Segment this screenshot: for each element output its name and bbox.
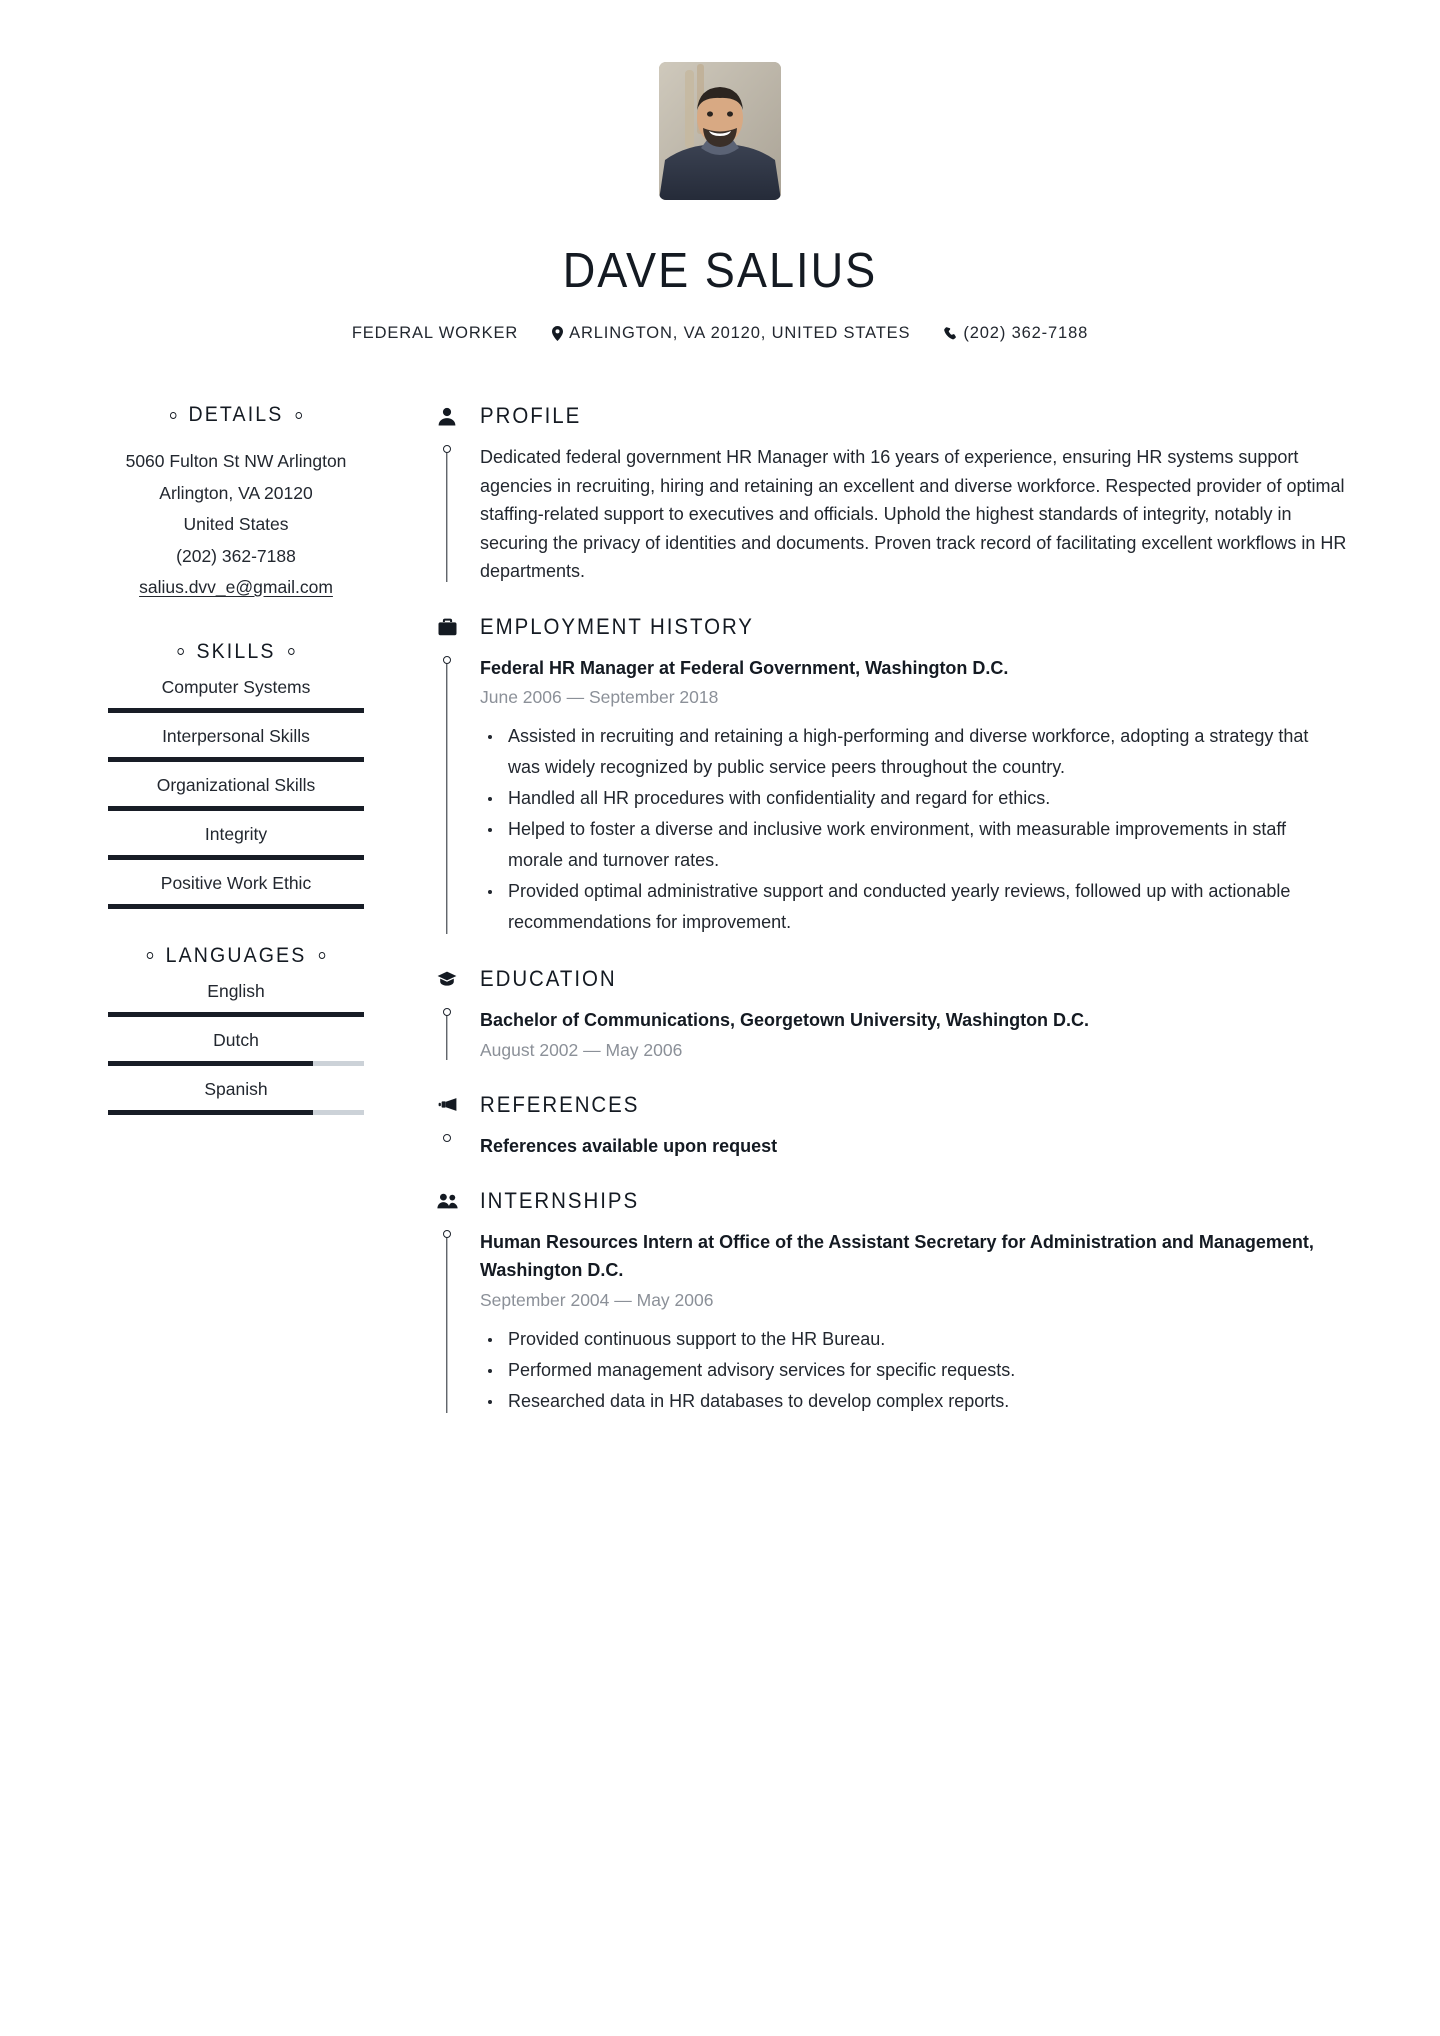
references-heading xyxy=(436,1092,1358,1118)
profile-heading xyxy=(436,403,1358,429)
timeline-rail xyxy=(436,1006,458,1064)
language-label: Spanish xyxy=(204,1078,268,1099)
skill-label: Computer Systems xyxy=(161,676,311,697)
list-item: Provided continuous support to the HR Bureau. xyxy=(480,1324,1335,1355)
references-text: References available upon request xyxy=(480,1135,778,1156)
main-column xyxy=(364,403,1358,1417)
skills-heading xyxy=(117,640,355,664)
references-entry xyxy=(436,1132,1358,1160)
employment-bullets xyxy=(480,721,1358,938)
details-heading-label: DETAILS xyxy=(188,403,284,426)
avatar-photo-icon xyxy=(659,62,781,200)
skill-meter-fill xyxy=(108,904,364,909)
skill-label: Organizational Skills xyxy=(156,774,316,795)
skill-item xyxy=(108,724,364,762)
internship-bullets xyxy=(480,1324,1358,1417)
circle-left-icon xyxy=(170,412,177,419)
education-title: Bachelor of Communications, Georgetown University, Washington D.C. xyxy=(480,1010,1090,1030)
list-item: Researched data in HR databases to develop complex reports. xyxy=(480,1386,1335,1417)
internship-entry-body xyxy=(480,1228,1358,1417)
timeline-marker-icon xyxy=(443,1134,451,1142)
phone-label: (202) 362-7188 xyxy=(963,324,1089,342)
sidebar xyxy=(108,403,364,1115)
skill-item xyxy=(108,773,364,811)
skill-item xyxy=(108,871,364,909)
section-employment-history xyxy=(436,614,1358,939)
page-title: DAVE SALIUS xyxy=(562,244,878,298)
sidebar-section-skills xyxy=(108,640,364,909)
language-meter-fill xyxy=(108,1012,364,1017)
references-heading-label: REFERENCES xyxy=(480,1091,640,1117)
list-item: Assisted in recruiting and retaining a high-performing and diverse workforce, adopting a strategy that was widely recognized by public service peers throughout the country. xyxy=(480,721,1335,783)
language-label: English xyxy=(207,980,265,1001)
timeline-line xyxy=(446,1013,447,1060)
list-item: Provided optimal administrative support and conducted yearly reviews, followed up with actionable recommendations for improvement. xyxy=(480,876,1335,938)
employment-date: June 2006 — September 2018 xyxy=(480,687,719,707)
timeline-rail xyxy=(436,654,458,939)
language-meter xyxy=(108,1012,364,1017)
references-body xyxy=(480,1132,1358,1160)
timeline-line xyxy=(446,450,447,582)
skill-meter-fill xyxy=(108,806,364,811)
languages-heading-label: LANGUAGES xyxy=(165,943,307,967)
employment-entry-body xyxy=(480,654,1358,939)
phone-icon xyxy=(944,327,957,340)
person-icon xyxy=(436,407,458,426)
list-item: Helped to foster a diverse and inclusive work environment, with measurable improvements in staff morale and turnover rates. xyxy=(480,814,1335,876)
details-content xyxy=(108,446,364,604)
timeline-marker-icon xyxy=(443,656,451,664)
skill-meter xyxy=(108,855,364,860)
skill-item xyxy=(108,822,364,860)
people-icon xyxy=(436,1193,458,1209)
profile-text: Dedicated federal government HR Manager with 16 years of experience, ensuring HR systems support agencies in recruiting, hiring and retaining an excellent and diverse workforce. Respected provider of optimal staffing-related support to executives and officials. Uphold the highest standards of integrity, notably in securing the privacy of identities and documents. Proven track record of facilitating excellent workflows in HR departments. xyxy=(480,447,1347,581)
internship-entry xyxy=(436,1228,1358,1417)
circle-right-icon xyxy=(288,648,295,655)
skill-label: Interpersonal Skills xyxy=(162,725,310,746)
address-line-2: Arlington, VA 20120 xyxy=(159,482,313,503)
skill-meter xyxy=(108,806,364,811)
profile-body xyxy=(480,443,1358,586)
address-line-1: 5060 Fulton St NW Arlington xyxy=(125,451,347,471)
timeline-marker-icon xyxy=(443,445,451,453)
skill-meter-fill xyxy=(108,708,364,713)
timeline-rail xyxy=(436,1228,458,1417)
skill-item xyxy=(108,675,364,713)
education-heading-label: EDUCATION xyxy=(480,966,617,991)
language-item xyxy=(108,1077,364,1115)
sidebar-section-languages xyxy=(108,944,364,1115)
location-label: ARLINGTON, VA 20120, UNITED STATES xyxy=(569,324,911,342)
graduation-cap-icon xyxy=(436,971,458,987)
language-item xyxy=(108,979,364,1017)
skill-label: Integrity xyxy=(204,823,268,844)
avatar xyxy=(659,62,781,200)
location xyxy=(552,324,910,343)
circle-left-icon xyxy=(178,648,185,655)
internship-title: Human Resources Intern at Office of the Assistant Secretary for Administration and Management, Washington D.C. xyxy=(480,1231,1314,1280)
timeline-rail xyxy=(436,443,458,586)
skill-label: Positive Work Ethic xyxy=(160,872,312,893)
languages-heading xyxy=(117,944,355,968)
sidebar-phone: (202) 362-7188 xyxy=(176,545,296,566)
profile-heading-label: PROFILE xyxy=(480,403,582,428)
education-entry-body xyxy=(480,1006,1358,1064)
skill-meter xyxy=(108,708,364,713)
skills-heading-label: SKILLS xyxy=(196,639,276,663)
timeline-line xyxy=(446,1235,447,1413)
phone xyxy=(944,324,1088,343)
timeline-marker-icon xyxy=(443,1230,451,1238)
language-meter xyxy=(108,1061,364,1066)
job-title-label: FEDERAL WORKER xyxy=(351,324,519,342)
language-meter-fill xyxy=(108,1061,313,1066)
employment-entry xyxy=(436,654,1358,939)
skill-meter-fill xyxy=(108,855,364,860)
section-references xyxy=(436,1092,1358,1160)
internships-heading xyxy=(436,1188,1358,1214)
language-meter xyxy=(108,1110,364,1115)
job-title xyxy=(352,324,518,343)
skill-meter xyxy=(108,904,364,909)
circle-left-icon xyxy=(147,952,154,959)
language-label: Dutch xyxy=(213,1029,259,1050)
skill-meter-fill xyxy=(108,757,364,762)
employment-heading xyxy=(436,614,1358,640)
language-item xyxy=(108,1028,364,1066)
profile-entry xyxy=(436,443,1358,586)
map-pin-icon xyxy=(552,326,563,341)
briefcase-icon xyxy=(436,618,458,636)
list-item: Performed management advisory services for specific requests. xyxy=(480,1355,1335,1386)
skill-meter xyxy=(108,757,364,762)
country: United States xyxy=(183,514,289,534)
employment-heading-label: EMPLOYMENT HISTORY xyxy=(480,613,754,639)
contact-line xyxy=(0,324,1440,343)
timeline-line xyxy=(446,661,447,935)
section-internships xyxy=(436,1188,1358,1417)
education-entry xyxy=(436,1006,1358,1064)
timeline-rail xyxy=(436,1132,458,1160)
education-date: August 2002 — May 2006 xyxy=(480,1039,683,1060)
language-meter-fill xyxy=(108,1110,313,1115)
timeline-marker-icon xyxy=(443,1008,451,1016)
internship-date: September 2004 — May 2006 xyxy=(480,1289,714,1310)
resume-body xyxy=(0,403,1440,1417)
internships-heading-label: INTERNSHIPS xyxy=(480,1187,640,1213)
email-link[interactable]: salius.dvv_e@gmail.com xyxy=(139,577,333,597)
section-education xyxy=(436,966,1358,1064)
megaphone-icon xyxy=(436,1097,458,1112)
sidebar-section-details xyxy=(108,403,364,604)
list-item: Handled all HR procedures with confidentiality and regard for ethics. xyxy=(480,783,1335,814)
circle-right-icon xyxy=(318,952,325,959)
circle-right-icon xyxy=(296,412,303,419)
details-heading xyxy=(117,403,355,427)
education-heading xyxy=(436,966,1358,992)
section-profile xyxy=(436,403,1358,586)
resume-header xyxy=(0,0,1440,343)
employment-title: Federal HR Manager at Federal Government, Washington D.C. xyxy=(480,657,1009,678)
